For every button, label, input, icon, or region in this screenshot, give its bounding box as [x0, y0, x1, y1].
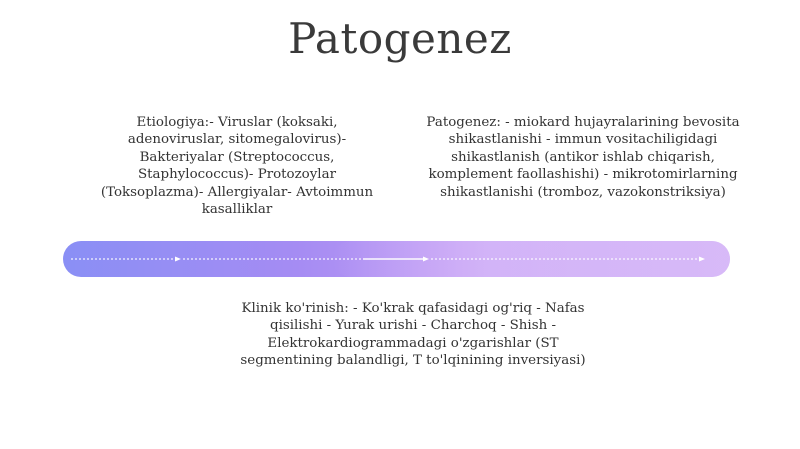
- timeline-bar: [63, 241, 730, 277]
- patogenez-text: Patogenez: - miokard hujayralarining bevosita shikastlanishi - immun vositachiligidagi shikastlanish (antikor ishlab chiqarish, komplement faollashishi) - mikrotomirlarning shikastlanishi (tromboz, vazokonstriksiya): [426, 115, 740, 200]
- klinik-text: Klinik ko'rinish: - Ko'krak qafasidagi og'riq - Nafas qisilishi - Yurak urishi - Charchoq - Shish - Elektrokardiogrammadagi o'zgarishlar (ST segmentining balandligi, T to'lqinining inversiyasi): [240, 301, 586, 369]
- etiologiya-text: Etiologiya:- Viruslar (koksaki, adenoviruslar, sitomegalovirus)- Bakteriyalar (Streptococcus, Staphylococcus)- Protozoylar (Toksoplazma)- Allergiyalar- Avtoimmun kasalliklar: [100, 115, 374, 218]
- arrow-head-1-icon: [175, 257, 181, 262]
- slide-title: Patogenez: [288, 14, 512, 63]
- arrow-head-2-icon: [423, 257, 429, 262]
- timeline-arrows: [63, 241, 730, 277]
- arrow-head-3-icon: [699, 257, 705, 262]
